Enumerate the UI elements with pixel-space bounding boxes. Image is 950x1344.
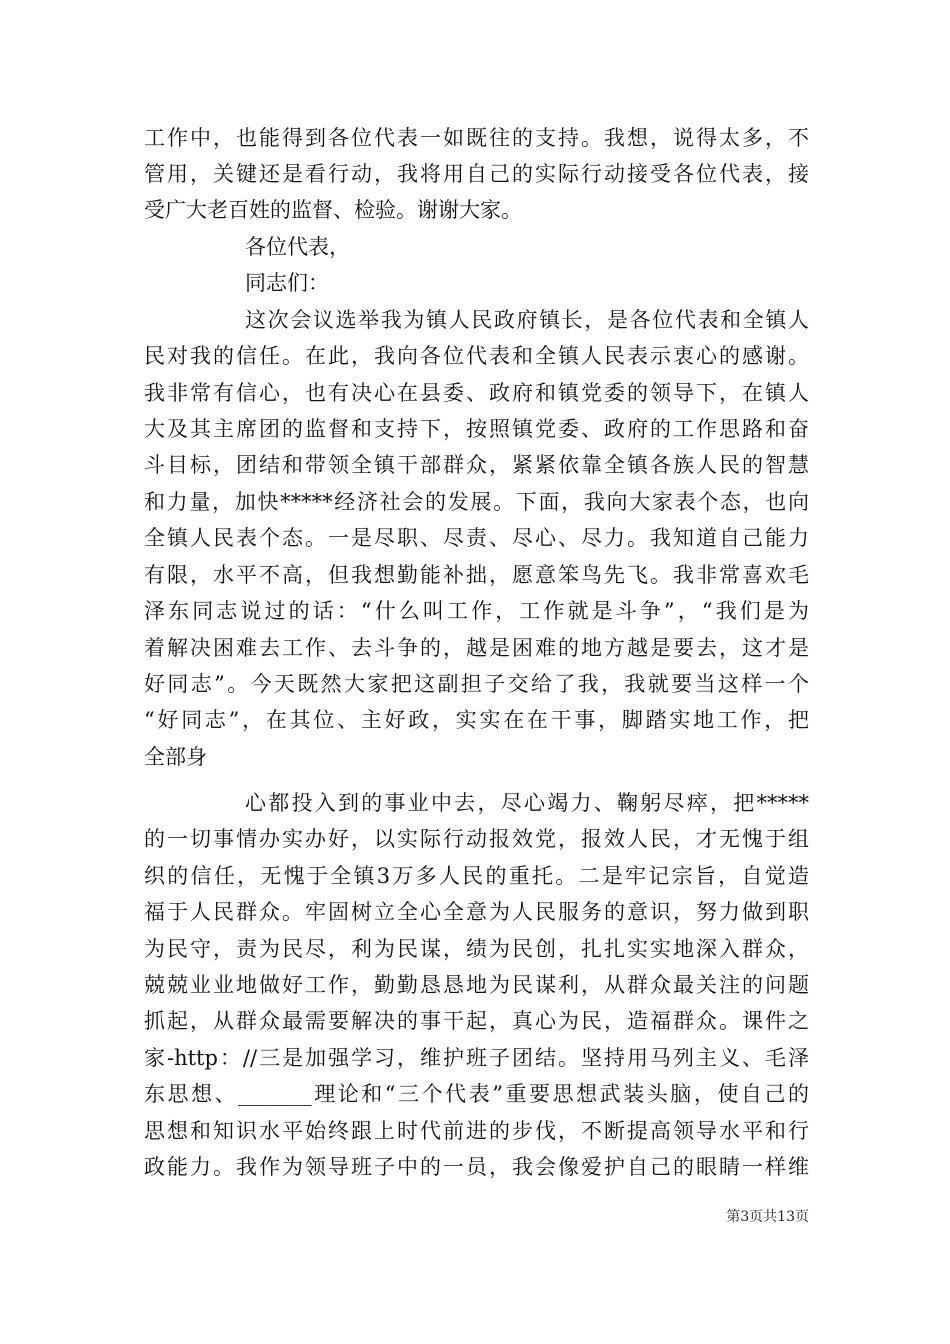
text-line: 民对我的信任。在此，我向各位代表和全镇人民表示衷心的感谢。 [144,344,809,368]
text-line: 大及其主席团的监督和支持下，按照镇党委、政府的工作思路和奋 [144,417,809,441]
text-line: 全部身 [144,745,207,769]
text-line: 的一切事情办实办好，以实际行动报效党，报效人民，才无愧于组 [144,827,809,851]
text-line: 福于人民群众。牢固树立全心全意为人民服务的意识，努力做到职 [144,900,809,924]
text-line: 心都投入到的事业中去，尽心竭力、鞠躬尽瘁，把***** [245,791,809,815]
text-line: 兢兢业业地做好工作，勤勤恳恳地为民谋利，从群众最关注的问题 [144,973,809,997]
text-line: 泽东同志说过的话：“什么叫工作，工作就是斗争”，“我们是为 [144,599,809,623]
text-line: 全镇人民表个态。一是尽职、尽责、尽心、尽力。我知道自己能力 [144,526,809,550]
text-line: 工作中，也能得到各位代表一如既往的支持。我想，说得太多，不 [144,126,809,150]
text-line: 好同志”。今天既然大家把这副担子交给了我，我就要当这样一个 [144,672,809,696]
salutation-line: 同志们： [245,271,329,295]
salutation-line: 各位代表， [245,235,350,259]
text-line: 这次会议选举我为镇人民政府镇长，是各位代表和全镇人 [245,308,809,332]
text-line: 管用，关键还是看行动，我将用自己的实际行动接受各位代表，接 [144,162,809,186]
text-line: 政能力。我作为领导班子中的一员，我会像爱护自己的眼睛一样维 [144,1155,809,1179]
text-line: 织的信任，无愧于全镇3万多人民的重托。二是牢记宗旨，自觉造 [144,864,809,888]
text-line: 思想和知识水平始终跟上时代前进的步伐，不断提高领导水平和行 [144,1119,809,1143]
text-line: 斗目标，团结和带领全镇干部群众，紧紧依靠全镇各族人民的智慧 [144,453,809,477]
text-line: 我非常有信心，也有决心在县委、政府和镇党委的领导下，在镇人 [144,381,809,405]
text-line: 抓起，从群众最需要解决的事干起，真心为民，造福群众。课件之 [144,1009,809,1033]
text-line: 着解决困难去工作、去斗争的，越是困难的地方越是要去，这才是 [144,636,809,660]
text-line: 东思想、_______理论和“三个代表”重要思想武装头脑，使自己的 [144,1082,809,1106]
text-line: 家-http：//三是加强学习，维护班子团结。坚持用马列主义、毛泽 [144,1046,809,1070]
page-number-footer: 第3页共13页 [726,1209,809,1225]
text-line: 有限，水平不高，但我想勤能补拙，愿意笨鸟先飞。我非常喜欢毛 [144,563,809,587]
text-line: “好同志”，在其位、主好政，实实在在干事，脚踏实地工作，把 [144,708,809,732]
text-line: 和力量，加快*****经济社会的发展。下面，我向大家表个态，也向 [144,490,809,514]
text-line: 受广大老百姓的监督、检验。谢谢大家。 [144,198,522,222]
text-line: 为民守，责为民尽，利为民谋，绩为民创，扎扎实实地深入群众， [144,937,809,961]
